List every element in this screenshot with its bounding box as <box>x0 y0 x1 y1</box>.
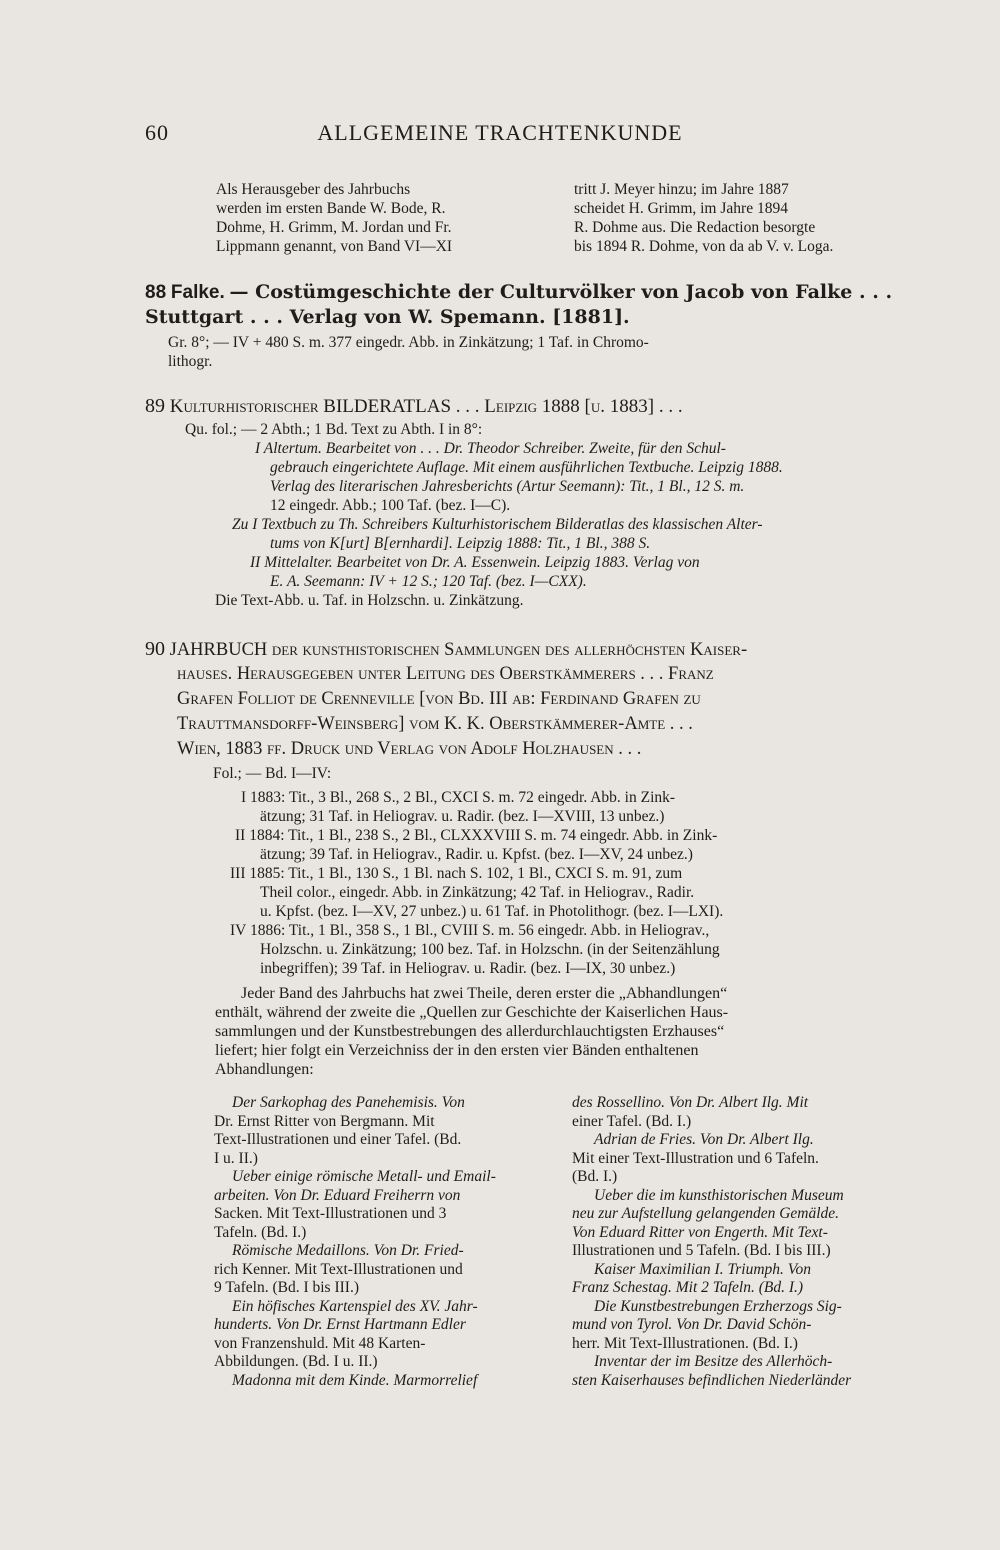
contents-line: einer Tafel. (Bd. I.) <box>572 1112 692 1130</box>
volume-line: ätzung; 39 Taf. in Heliograv., Radir. u. Kpfst. (bez. I—XV, 24 unbez.) <box>260 846 693 863</box>
volume-line: II Mittelalter. Bearbeitet von Dr. A. Essenwein. Leipzig 1883. Verlag von <box>250 554 700 571</box>
contents-line: Ein höfisches Kartenspiel des XV. Jahr- <box>232 1297 478 1315</box>
intro-left-line: werden im ersten Bande W. Bode, R. <box>216 200 446 217</box>
intro-left-line: Als Herausgeber des Jahrbuchs <box>216 181 411 198</box>
volume-line: tums von K[urt] B[ernhardi]. Leipzig 1888: Tit., 1 Bl., 388 S. <box>270 535 651 552</box>
entry-number: 90 <box>145 638 165 660</box>
volume-line: u. Kpfst. (bez. I—XV, 27 unbez.) u. 61 Taf. in Photolithogr. (bez. I—LXI). <box>260 903 724 920</box>
paragraph-line: enthält, während der zweite die „Quellen zur Geschichte der Kaiserlichen Haus- <box>215 1004 729 1021</box>
entry-note: Die Text-Abb. u. Taf. in Holzschn. u. Zinkätzung. <box>215 592 524 609</box>
volume-line: Verlag des literarischen Jahresberichts (Artur Seemann): Tit., 1 Bl., 12 S. m. <box>270 478 745 495</box>
contents-line: Sacken. Mit Text-Illustrationen und 3 <box>214 1205 447 1222</box>
entry-number: 88 <box>145 282 167 303</box>
running-header <box>145 120 855 150</box>
entry-author: Falke. <box>170 282 225 303</box>
contents-line: Madonna mit dem Kinde. Marmorrelief <box>232 1371 478 1389</box>
paragraph-line: Abhandlungen: <box>215 1061 314 1078</box>
paragraph-line: liefert; hier folgt ein Verzeichniss der in den ersten vier Bänden enthaltenen <box>215 1042 699 1059</box>
contents-line: neu zur Aufstellung gelangenden Gemälde. <box>572 1205 840 1222</box>
contents-right-column <box>572 1094 917 1390</box>
volume-line: E. A. Seemann: IV + 12 S.; 120 Taf. (bez. I—CXX). <box>270 573 587 590</box>
contents-line: Abbildungen. (Bd. I u. II.) <box>214 1353 378 1370</box>
contents-line: Inventar der im Besitze des Allerhöch- <box>594 1353 833 1370</box>
entry-imprint: Stuttgart . . . Verlag von W. Spemann. [1881]. <box>145 306 630 328</box>
contents-line: Ueber die im kunsthistorischen Museum <box>594 1186 844 1204</box>
entry-format: Qu. fol.; — 2 Abth.; 1 Bd. Text zu Abth. I in 8°: <box>185 421 483 438</box>
volume-line: inbegriffen); 39 Taf. in Heliograv. u. Radir. (bez. I—IX, 30 unbez.) <box>260 960 676 977</box>
contents-line: Text-Illustrationen und einer Tafel. (Bd. <box>214 1131 462 1148</box>
contents-line: Tafeln. (Bd. I.) <box>214 1223 307 1241</box>
entry-89 <box>145 393 915 610</box>
entry-title-line: hauses. Herausgegeben unter Leitung des Oberstkämmerers . . . Franz <box>177 664 714 684</box>
entry-number: 89 <box>145 395 165 417</box>
contents-line: Adrian de Fries. Von Dr. Albert Ilg. <box>594 1131 814 1148</box>
contents-line: Von Eduard Ritter von Engerth. Mit Text- <box>572 1223 828 1241</box>
intro-left-line: Dohme, H. Grimm, M. Jordan und Fr. <box>216 219 452 236</box>
volume-line: Holzschn. u. Zinkätzung; 100 bez. Taf. in Holzschn. (in der Seitenzählung <box>260 941 720 958</box>
entry-title-line: JAHRBUCH der kunsthistorischen Sammlungen des allerhöchsten Kaiser- <box>169 640 748 660</box>
volume-line: gebrauch eingerichtete Auflage. Mit einem ausführlichen Textbuche. Leipzig 1888. <box>270 459 783 476</box>
abhandlungen-paragraph <box>145 984 915 1079</box>
intro-right-line: R. Dohme aus. Die Redaction besorgte <box>574 219 816 236</box>
entry-title-line: Trauttmansdorff-Weinsberg] vom K. K. Oberstkämmerer-Amte . . . <box>177 714 693 734</box>
entry-90 <box>145 637 915 1079</box>
entry-description: Gr. 8°; — IV + 480 S. m. 377 eingedr. Abb. in Zinkätzung; 1 Taf. in Chromo- <box>168 334 649 351</box>
volume-line: IV 1886: Tit., 1 Bl., 358 S., 1 Bl., CVIII S. m. 56 eingedr. Abb. in Heliograv., <box>230 922 710 939</box>
contents-line: Dr. Ernst Ritter von Bergmann. Mit <box>214 1112 435 1130</box>
contents-line: Ueber einige römische Metall- und Email- <box>232 1168 496 1185</box>
contents-line: Franz Schestag. Mit 2 Tafeln. (Bd. I.) <box>572 1279 804 1296</box>
entry-title-line: Wien, 1883 ff. Druck und Verlag von Adolf Holzhausen . . . <box>177 739 642 759</box>
volume-line: Zu I Textbuch zu Th. Schreibers Kulturhistorischem Bilderatlas des klassischen Alter- <box>232 516 763 533</box>
volume-line: Theil color., eingedr. Abb. in Zinkätzung; 42 Taf. in Heliograv., Radir. <box>260 884 695 901</box>
paragraph-line: sammlungen und der Kunstbestrebungen des allerdurchlauchtigsten Erzhauses“ <box>215 1023 725 1040</box>
entry-description: lithogr. <box>168 353 213 370</box>
contents-line: 9 Tafeln. (Bd. I bis III.) <box>214 1279 359 1296</box>
contents-line: arbeiten. Von Dr. Eduard Freiherrn von <box>214 1186 461 1204</box>
running-title: ALLGEMEINE TRACHTENKUNDE <box>317 120 683 145</box>
paragraph-line: Jeder Band des Jahrbuchs hat zwei Theile, deren erster die „Abhandlungen“ <box>241 985 728 1002</box>
entry-title-line: Grafen Folliot de Crenneville [von Bd. III ab: Ferdinand Grafen zu <box>177 689 701 709</box>
contents-line: (Bd. I.) <box>572 1168 618 1185</box>
intro-left-column <box>216 180 544 256</box>
page-number: 60 <box>145 120 169 145</box>
contents-line: Römische Medaillons. Von Dr. Fried- <box>232 1242 464 1259</box>
contents-line: Illustrationen und 5 Tafeln. (Bd. I bis III.) <box>572 1242 831 1259</box>
intro-left-line: Lippmann genannt, von Band VI—XI <box>216 238 453 255</box>
volume-line: II 1884: Tit., 1 Bl., 238 S., 2 Bl., CLXXXVIII S. m. 74 eingedr. Abb. in Zink- <box>235 827 718 844</box>
volume-line: 12 eingedr. Abb.; 100 Taf. (bez. I—C). <box>270 497 511 514</box>
contents-line: rich Kenner. Mit Text-Illustrationen und <box>214 1260 463 1278</box>
entry-title: Kulturhistorischer BILDERATLAS . . . Leipzig 1888 [u. 1883] . . . <box>169 396 683 417</box>
contents-line: Kaiser Maximilian I. Triumph. Von <box>594 1260 812 1278</box>
volume-line: III 1885: Tit., 1 Bl., 130 S., 1 Bl. nach S. 102, 1 Bl., CXCI S. m. 91, zum <box>230 865 683 882</box>
intro-right-column <box>574 180 914 256</box>
contents-line: Die Kunstbestrebungen Erzherzogs Sig- <box>594 1297 842 1315</box>
entry-title: — Costümgeschichte der Culturvölker von Jacob von Falke . . . <box>229 281 893 303</box>
contents-line: I u. II.) <box>214 1149 258 1167</box>
contents-line: Mit einer Text-Illustration und 6 Tafeln. <box>572 1149 819 1167</box>
contents-line: des Rossellino. Von Dr. Albert Ilg. Mit <box>572 1094 809 1111</box>
contents-left-column <box>214 1094 552 1390</box>
volume-line: I Altertum. Bearbeitet von . . . Dr. Theodor Schreiber. Zweite, für den Schul- <box>255 440 726 457</box>
entry-88 <box>145 280 915 371</box>
contents-line: Der Sarkophag des Panehemisis. Von <box>232 1094 465 1111</box>
contents-line: von Franzenshuld. Mit 48 Karten- <box>214 1334 426 1352</box>
contents-line: mund von Tyrol. Von Dr. David Schön- <box>572 1316 812 1333</box>
entry-format: Fol.; — Bd. I—IV: <box>213 765 332 782</box>
contents-line: herr. Mit Text-Illustrationen. (Bd. I.) <box>572 1334 798 1352</box>
volume-line: I 1883: Tit., 3 Bl., 268 S., 2 Bl., CXCI S. m. 72 eingedr. Abb. in Zink- <box>241 789 676 806</box>
volume-line: ätzung; 31 Taf. in Heliograv. u. Radir. (bez. I—XVIII, 13 unbez.) <box>260 808 665 825</box>
intro-right-line: scheidet H. Grimm, im Jahre 1894 <box>574 200 788 217</box>
contents-line: hunderts. Von Dr. Ernst Hartmann Edler <box>214 1316 466 1333</box>
intro-right-line: tritt J. Meyer hinzu; im Jahre 1887 <box>574 181 789 198</box>
volume-list <box>145 788 915 978</box>
contents-line: sten Kaiserhauses befindlichen Niederländer <box>572 1371 852 1389</box>
intro-right-line: bis 1894 R. Dohme, von da ab V. v. Loga. <box>574 238 834 255</box>
